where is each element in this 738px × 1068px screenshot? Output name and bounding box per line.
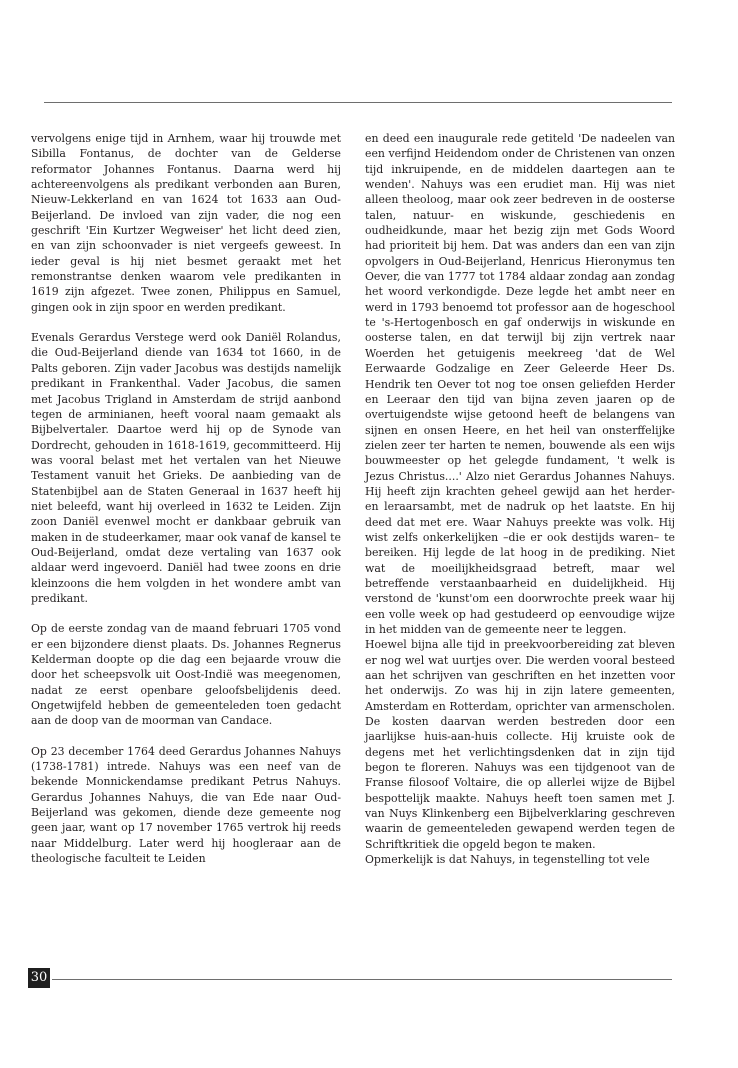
paragraph-inaugurale-rede: en deed een inaugurale rede getiteld 'De nadeelen van een verfijnd Heidendom onder de Christenen van onzen tijd inkruipende, en de middelen daartegen aan te wenden'. Nahuys was een erudiet man. Hij was niet alleen theoloog, maar ook zeer bedreven in de oosterse talen, natuur- en wiskunde, geschiedenis en oudheidkunde, maar het bezig zijn met Gods Woord had prioriteit bij hem. Dat was anders dan een van zijn opvolgers in Oud-Beijerland, Henricus Hieronymus ten Oever, die van 1777 tot 1784 aldaar zondag aan zondag het woord verkondigde. Deze legde het ambt neer en werd in 1793 benoemd tot professor aan de hogeschool te 's-Hertogenbosch en gaf onderwijs in wiskunde en oosterse talen, en dat terwijl bij zijn vertrek naar Woerden het getuigenis meekreeg 'dat de Wel Eerwaarde Godzalige en Zeer Geleerde Heer Ds. Hendrik ten Oever tot nog toe onsen geliefden Herder en Leeraar den tijd van bijna zeven jaaren op de overtuigendste wijse getoond heeft de belangens van sijnen en onsen Heere, en het heil van onsterffelijke zielen zeer ter harten te nemen, bouwende als een wijs bouwmeester op het gelegde fundament, 't welk is Jezus Christus....' Alzo niet Gerardus Johannes Nahuys. Hij heeft zijn krachten geheel gewijd aan het herder- en leraarsambt, met de nadruk op het laatste. En hij deed dat met ere. Waar Nahuys preekte was volk. Hij wist zelfs onkerkelijken –die er ook destijds waren– te bereiken. Hij legde de lat hoog in de prediking. Niet wat de moeilijkheidsgraad betreft, maar wel betreffende verstaanbaarheid en duidelijkheid. Hij verstond de 'kunst'om een doorwrochte preek waar hij een volle week op had gestudeerd op eenvoudige wijze in het midden van de gemeente neer te leggen.: [365, 132, 675, 636]
footer-rule: [52, 979, 672, 980]
page-number: 30: [28, 968, 50, 988]
paragraph-preekvoorbereiding: Hoewel bijna alle tijd in preekvoorbereiding zat bleven er nog wel wat uurtjes over. Die werden vooral besteed aan het schrijven van geschriften en het inzetten voor het onderwijs. Zo was hij in zijn latere gemeenten, Amsterdam en Rotterdam, oprichter van armenscholen. De kosten daarvan werden bestreden door een jaarlijkse huis-aan-huis collecte. Hij kruiste ook de degens met het verlichtingsdenken dat in zijn tijd begon te floreren. Nahuys was een tijdgenoot van de Franse filosoof Voltaire, die op allerlei wijze de Bijbel bespottelijk maakte. Nahuys heeft toen samen met J. van Nuys Klinkenberg een Bijbelverklaring geschreven waarin de gemeenteleden gewapend werden tegen de Schriftkritiek die opgeld begon te maken.: [365, 638, 675, 851]
left-column: [31, 131, 341, 866]
paragraph-rolandus: Evenals Gerardus Verstege werd ook Daniël Rolandus, die Oud-Beijerland diende van 1634 tot 1660, in de Palts geboren. Zijn vader Jacobus was destijds namelijk predikant in Frankenthal. Vader Jacobus, die samen met Jacobus Trigland in Amsterdam de strijd aanbond tegen de arminianen, heeft vooral naam gemaakt als Bijbelvertaler. Daartoe werd hij op de Synode van Dordrecht, gehouden in 1618-1619, gecommitteerd. Hij was vooral belast met het vertalen van het Nieuwe Testament vanuit het Grieks. De aanbieding van de Statenbijbel aan de Staten Generaal in 1637 heeft hij niet beleefd, want hij overleed in 1632 te Leiden. Zijn zoon Daniël evenwel mocht er dankbaar gebruik van maken in de studeerkamer, maar ook vanaf de kansel te Oud-Beijerland, omdat deze vertaling van 1637 ook aldaar werd ingevoerd. Daniël had twee zoons en drie kleinzoons die hem volgden in het wondere ambt van predikant.: [31, 331, 341, 605]
paragraph-doop-1705: Op de eerste zondag van de maand februari 1705 vond er een bijzondere dienst plaats. Ds. Johannes Regnerus Kelderman doopte op die dag een bejaarde vrouw die door het scheepsvolk uit Oost-Indië was meegenomen, nadat ze eerst openbare geloofsbelijdenis deed. Ongetwijfeld hebben de gemeenteleden toen gedacht aan de doop van de moorman van Candace.: [31, 622, 341, 728]
header-rule: [44, 102, 672, 103]
paragraph-fontanus: vervolgens enige tijd in Arnhem, waar hij trouwde met Sibilla Fontanus, de dochter van de Gelderse reformator Johannes Fontanus. Daarna werd hij achtereenvolgens als predikant verbonden aan Buren, Nieuw-Lekkerland en van 1624 tot 1633 aan Oud-Beijerland. De invloed van zijn vader, die nog een geschrift 'Ein Kurtzer Wegweiser' het licht deed zien, en van zijn schoonvader is niet vergeefs geweest. In ieder geval is hij niet besmet geraakt met het remonstrantse denken waarom vele predikanten in 1619 zijn afgezet. Twee zonen, Philippus en Samuel, gingen ook in zijn spoor en werden predikant.: [31, 132, 341, 314]
paragraph-nahuys-intrede: Op 23 december 1764 deed Gerardus Johannes Nahuys (1738-1781) intrede. Nahuys was een neef van de bekende Monnickendamse predikant Petrus Nahuys. Gerardus Johannes Nahuys, die van Ede naar Oud-Beijerland was gekomen, diende deze gemeente nog geen jaar, want op 17 november 1765 vertrok hij reeds naar Middelburg. Later werd hij hoogleraar aan de theologische faculteit te Leiden: [31, 744, 341, 866]
paragraph-opmerkelijk: Opmerkelijk is dat Nahuys, in tegenstelling tot vele: [365, 853, 650, 867]
right-column: [365, 131, 675, 868]
